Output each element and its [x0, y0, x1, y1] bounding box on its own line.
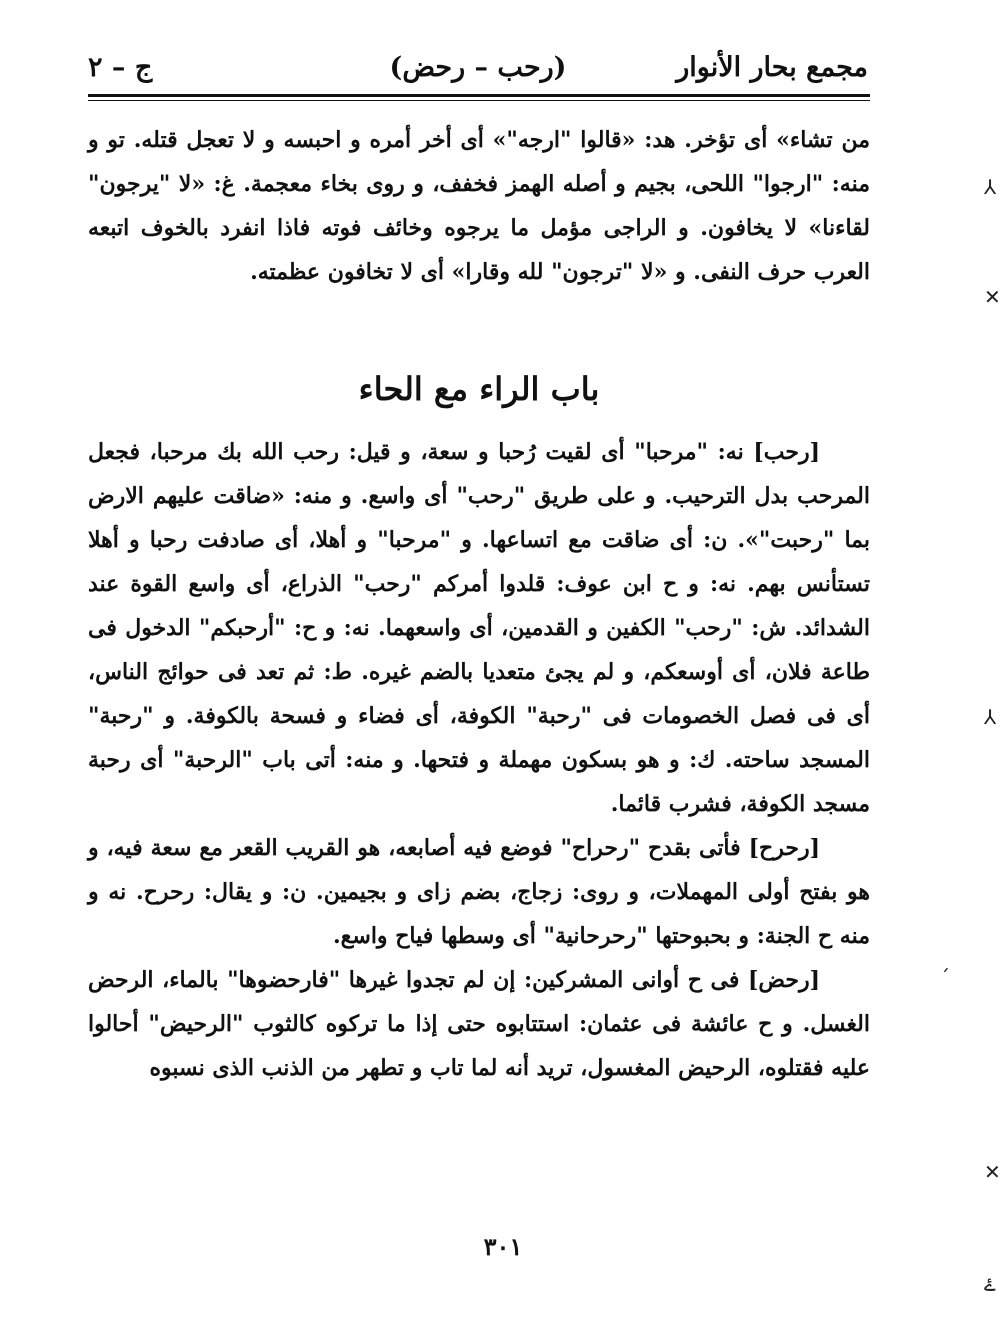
main-text-block [88, 430, 870, 1090]
margin-mark: ⅄ [984, 175, 997, 199]
entry-rahrah: [رحرح] فأتى بقدح "رحراح" فوضع فيه أصابعه، هو القريب القعر مع سعة فيه، و هو بفتح أولى المهملات، و روى: زجاج، بضم زاى و بجيمين. ن: و يقال: رحرح. نه و منه ح الجنة: و بحبوحتها "رحرحانية" أى وسطها فياح واسع. [88, 835, 870, 949]
margin-mark: ۓ [984, 1272, 996, 1296]
entry-rahb: [رحب] نه: "مرحبا" أى لقيت رُحبا و سعة، و قيل: رحب الله بك مرحبا، فجعل المرحب بدل الترحيب. و على طريق "رحب" أى واسع. و منه: «ضاقت عليهم الارض بما "رحبت"». ن: أى ضاقت مع اتساعها. و "مرحبا" و أهلا، أى صادفت رحبا و أهلا تستأنس بهم. نه: و ح ابن عوف: قلدوا أمركم "رحب" الذراع، أى واسع القوة عند الشدائد. ش: "رحب" الكفين و القدمين، أى واسعهما. نه: و ح: "أرحبكم" الدخول فى طاعة فلان، أى أوسعكم، و لم يجئ متعديا بالضم غيره. ط: ثم تعد فى حوائج الناس، أى فى فصل الخصومات فى "رحبة" الكوفة، أى فضاء و فسحة بالكوفة. و "رحبة" المسجد ساحته. ك: و هو بسكون مهملة و فتحها. و منه: أتى باب "الرحبة" أى رحبة مسجد الكوفة، فشرب قائما. [88, 439, 870, 817]
running-header [88, 52, 868, 92]
section-title: باب الراء مع الحاء [358, 370, 600, 408]
top-text-block [88, 118, 870, 294]
margin-mark: ✕ [984, 285, 1001, 309]
paragraph-continuation: من تشاء» أى تؤخر. هد: «قالوا "ارجه"» أى أخر أمره و احبسه و لا تعجل قتله. تو و منه: "ارجوا" اللحى، بجيم و أصله الهمز فخفف، و روى بخاء معجمة. غ: «لا "يرجون" لقاءنا» لا يخافون. و الراجى مؤمل ما يرجوه وخائف فوته فاذا انفرد بالخوف اتبعه العرب حرف النفى. و «لا "ترجون" لله وقارا» أى لا تخافون عظمته. [88, 127, 870, 285]
book-title: مجمع بحار الأنوار [676, 52, 868, 83]
page-number: ٣٠١ [483, 1232, 523, 1261]
entry-rahd: [رحض] فى ح أوانى المشركين: إن لم تجدوا غيرها "فارحضوها" بالماء، الرحض الغسل. و ح عائشة فى عثمان: استتابوه حتى إذا ما تركوه كالثوب "الرحيض" أحالوا عليه فقتلوه، الرحيض المغسول، تريد أنه لما تاب و تطهر من الذنب الذى نسبوه [88, 967, 870, 1081]
margin-mark: ⅄ [984, 705, 997, 729]
header-rule-thick [88, 94, 870, 97]
volume-number: ج – ٢ [88, 52, 153, 83]
margin-mark: ˏ [940, 948, 950, 972]
margin-mark: ✕ [984, 1160, 1001, 1184]
header-rule-thin [88, 100, 870, 101]
entry-range: (رحب – رحض) [389, 52, 567, 83]
